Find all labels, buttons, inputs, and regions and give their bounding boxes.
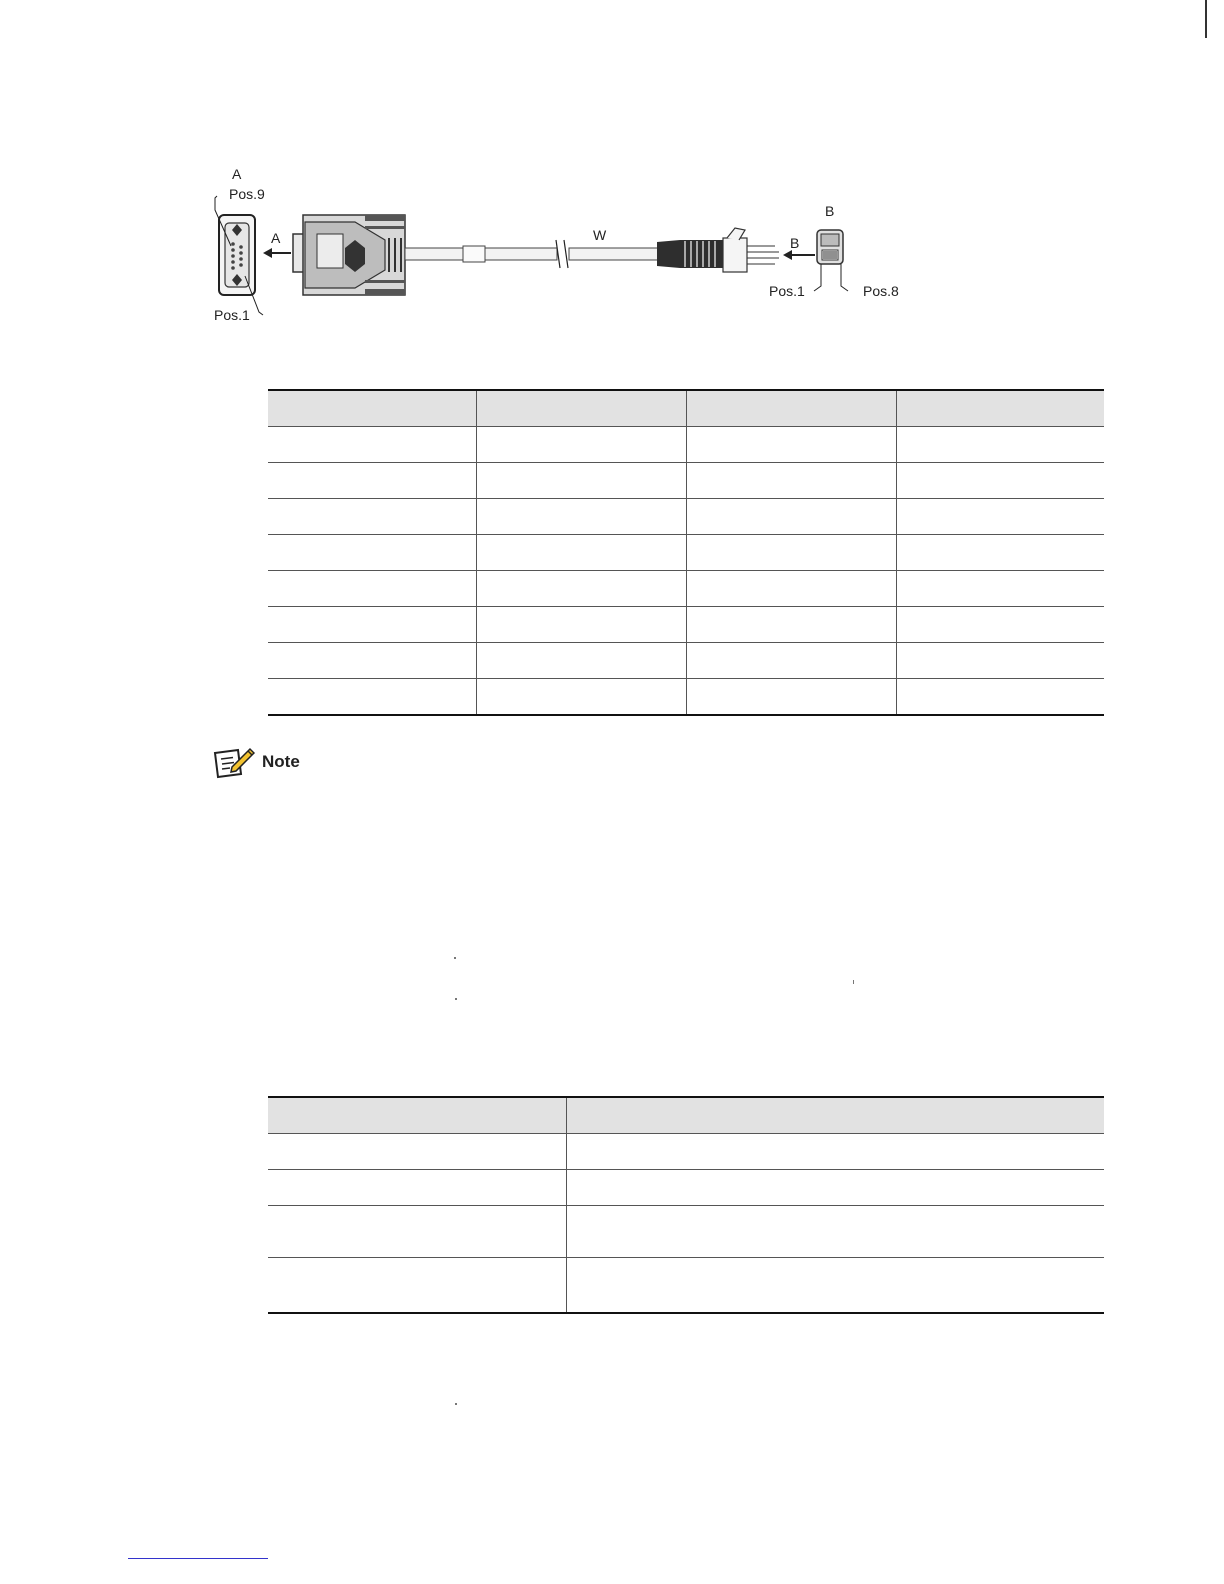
scan-speck [455,1403,457,1405]
signal-table [268,1096,1104,1314]
table-cell [567,1170,1105,1206]
table-header-cell [897,390,1105,427]
table-cell [687,679,897,716]
table-cell [687,427,897,463]
table-cell [687,571,897,607]
label-pos1-right: Pos.1 [769,283,805,299]
table-cell [687,607,897,643]
rj45-plug [657,228,779,272]
table-row [268,607,1104,643]
note-label: Note [262,752,300,771]
cable [405,240,659,268]
table-cell [477,679,687,716]
arrow-b-icon [783,250,815,260]
table-cell [268,499,477,535]
table-cell [897,427,1105,463]
table-cell [268,1258,567,1314]
table-cell [477,535,687,571]
table-row [268,1134,1104,1170]
table-cell [268,643,477,679]
table-header-cell [477,390,687,427]
note-pencil-icon [212,745,256,779]
table-cell [477,643,687,679]
table-row [268,1170,1104,1206]
table-row [268,679,1104,716]
table-row [268,535,1104,571]
scan-speck [853,980,854,984]
table-header-row [268,390,1104,427]
table-cell [268,535,477,571]
table-cell [268,1206,567,1258]
table-header-cell [567,1097,1105,1134]
table-cell [477,427,687,463]
table-cell [268,679,477,716]
table-cell [477,571,687,607]
table-cell [897,643,1105,679]
db9-port-face [215,196,263,315]
footnote-rule [128,1558,268,1559]
db9-connector [293,215,405,295]
rj45-jack-face [814,230,848,291]
table-cell [567,1258,1105,1314]
table-cell [687,463,897,499]
label-a-top: A [232,166,242,182]
table-row [268,463,1104,499]
note-callout [212,745,300,779]
table-header-cell [268,1097,567,1134]
label-b-top: B [825,203,835,219]
table-cell [268,1134,567,1170]
table-cell [567,1206,1105,1258]
label-pos8: Pos.8 [863,283,899,299]
console-cable-diagram [205,160,925,340]
table-cell [897,607,1105,643]
table-cell [687,535,897,571]
table-row [268,1206,1104,1258]
table-cell [268,607,477,643]
arrow-a-icon [263,248,291,258]
table-header-cell [687,390,897,427]
table-cell [687,643,897,679]
label-a-arrow: A [271,230,281,246]
table-cell [477,607,687,643]
table-header-cell [268,390,477,427]
table-cell [477,463,687,499]
table-cell [268,1170,567,1206]
page-edge-mark [1205,0,1207,38]
table-row [268,427,1104,463]
table-cell [897,499,1105,535]
pin-table [268,389,1104,716]
table-row [268,499,1104,535]
scan-speck [454,957,456,959]
table-cell [897,571,1105,607]
table-cell [897,535,1105,571]
table-cell [687,499,897,535]
table-cell [897,463,1105,499]
table-cell [268,427,477,463]
table-header-row [268,1097,1104,1134]
table-cell [477,499,687,535]
table-row [268,1258,1104,1314]
label-w: W [593,227,607,243]
table-cell [567,1134,1105,1170]
label-pos1-left: Pos.1 [214,307,250,323]
table-row [268,571,1104,607]
table-cell [268,571,477,607]
scan-speck [455,998,457,1000]
table-cell [268,463,477,499]
label-pos9: Pos.9 [229,186,265,202]
label-b-arrow: B [790,235,800,251]
table-cell [897,679,1105,716]
table-row [268,643,1104,679]
